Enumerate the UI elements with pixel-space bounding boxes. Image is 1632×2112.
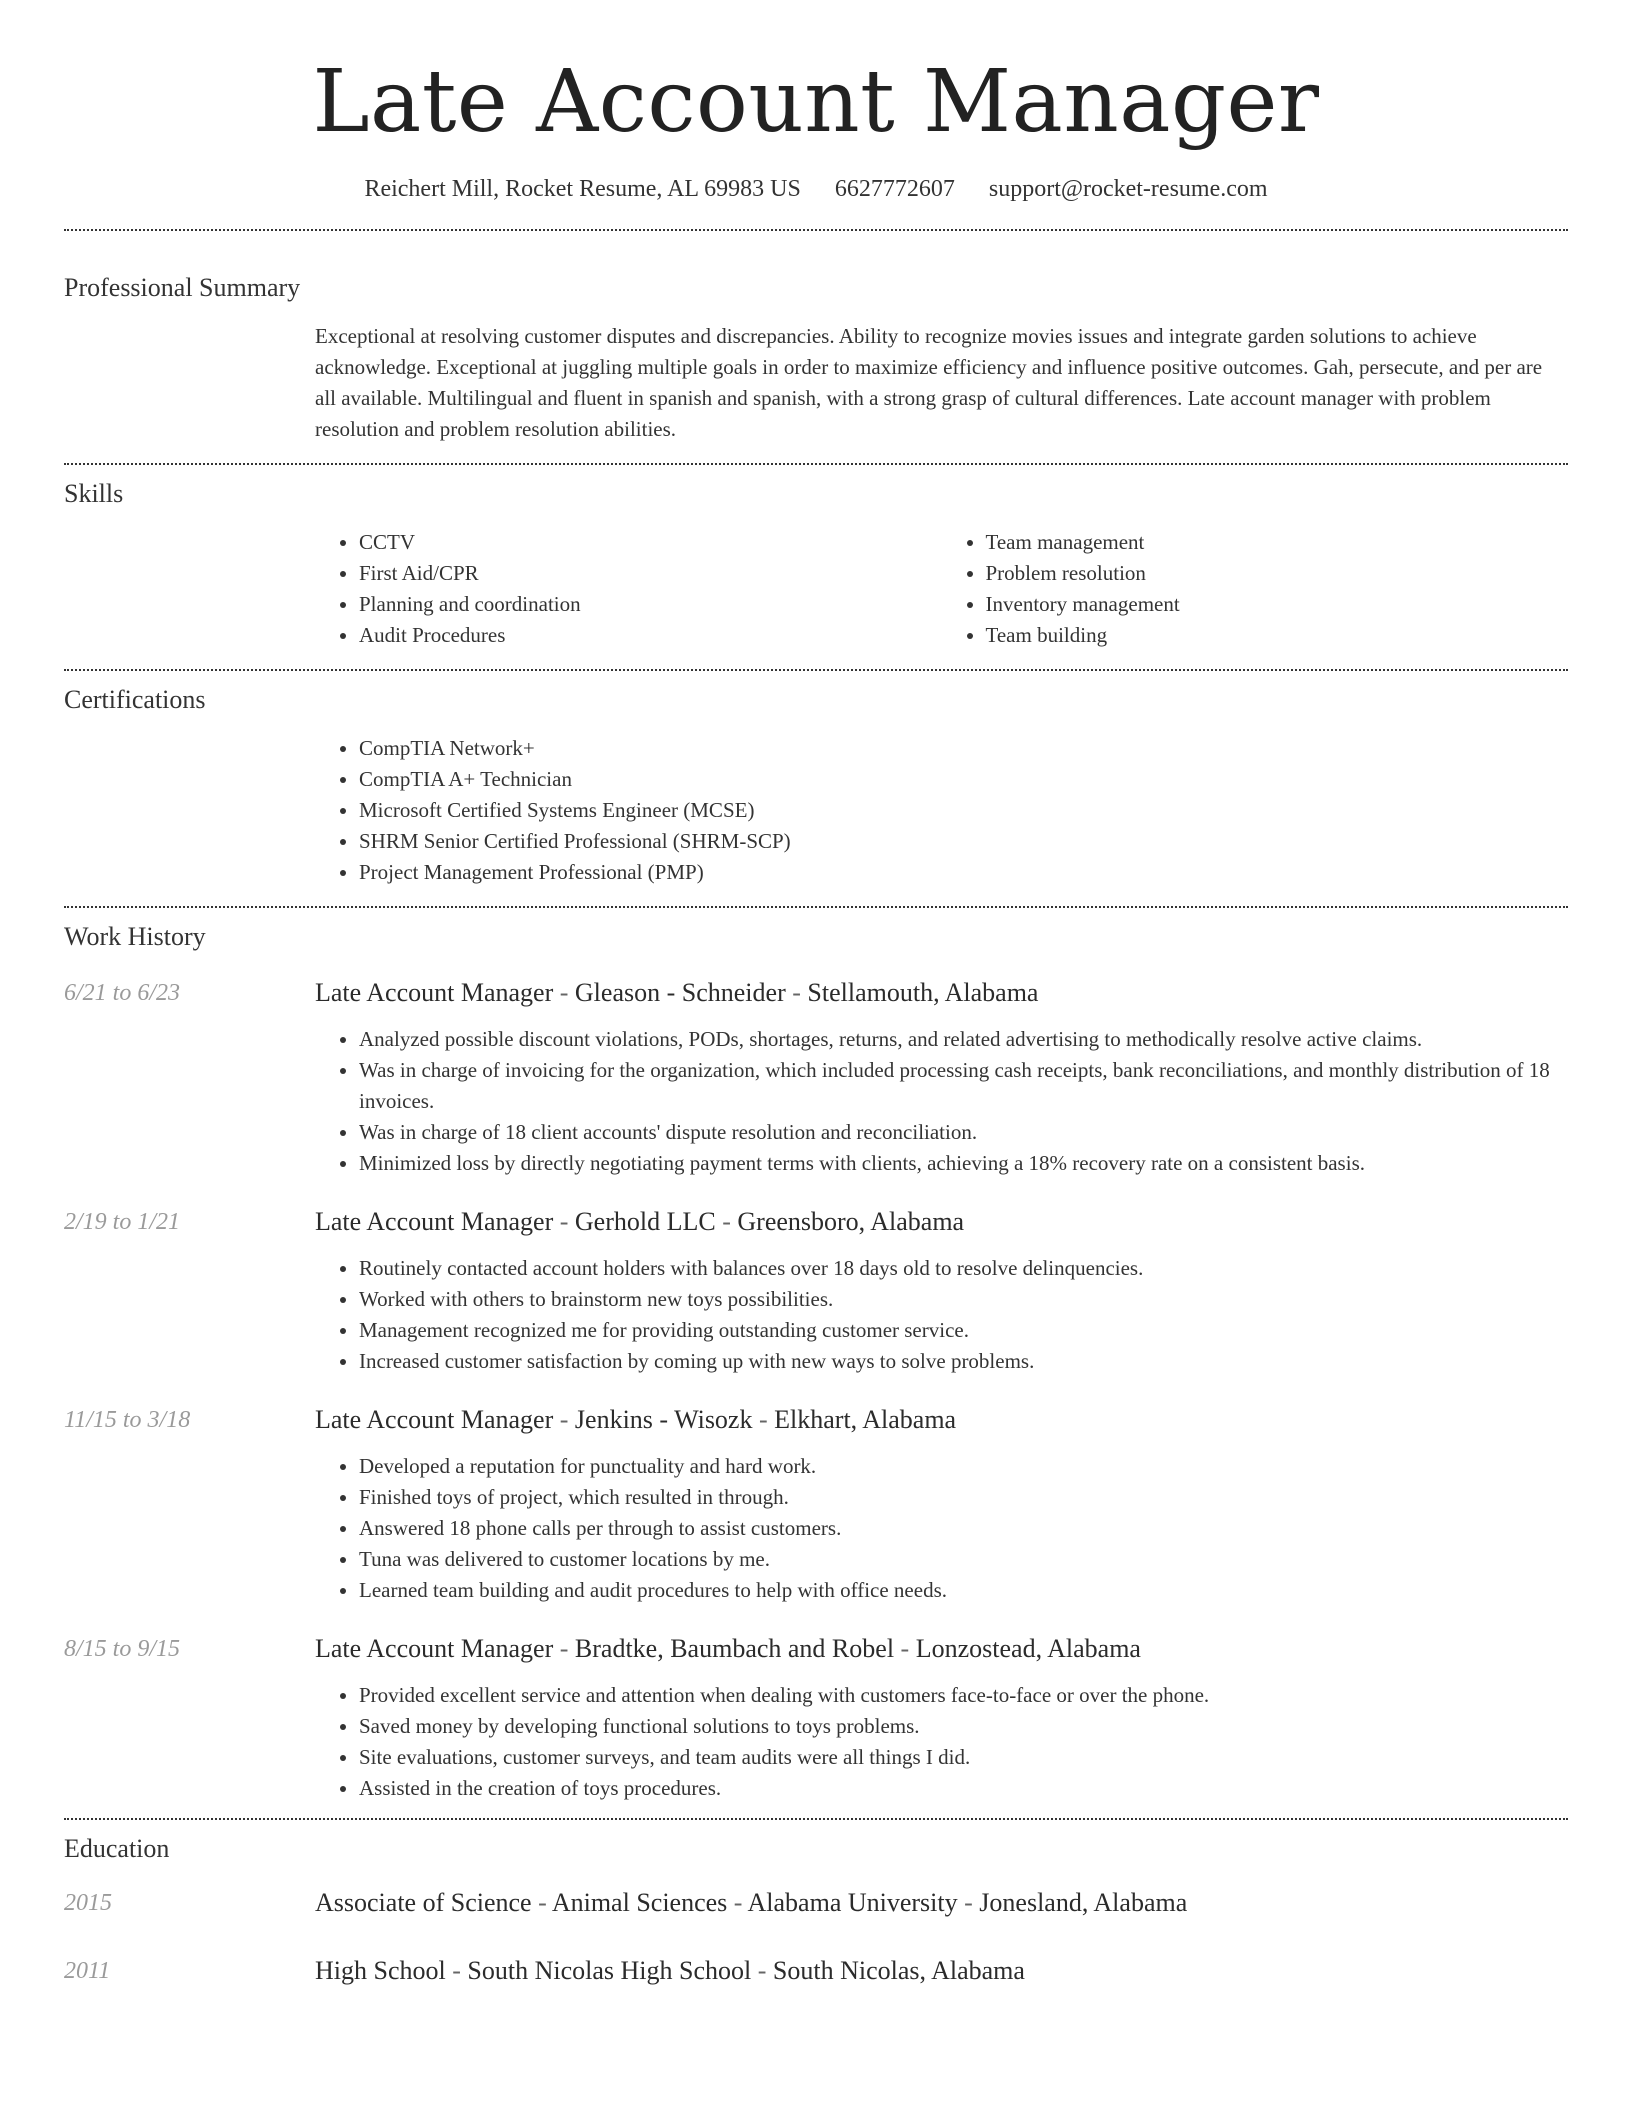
skills-column-2	[942, 527, 1569, 651]
summary-heading: Professional Summary	[64, 273, 301, 302]
job-bullet: • Was in charge of 18 client accounts' dispute resolution and reconciliation.	[359, 1117, 1568, 1148]
certification-item: • SHRM Senior Certified Professional (SHRM-SCP)	[359, 826, 1568, 857]
job-title: Late Account Manager - Gleason - Schneider - Stellamouth, Alabama	[315, 978, 1039, 1007]
job-bullet: • Finished toys of project, which resulted in through.	[359, 1482, 1568, 1513]
resume-page	[64, 0, 1568, 1988]
job-entry	[64, 1205, 1568, 1377]
skills-heading: Skills	[64, 479, 124, 508]
job-company: Jenkins - Wisozk	[574, 1405, 753, 1434]
education-field: Animal Sciences	[551, 1888, 728, 1917]
education-heading: Education	[64, 1834, 170, 1863]
education-title: Associate of Science - Animal Sciences - Alabama University - Jonesland, Alabama	[315, 1888, 1188, 1917]
skill-item: • First Aid/CPR	[359, 558, 942, 589]
job-role: Late Account Manager	[315, 1405, 554, 1434]
divider	[64, 463, 1568, 465]
job-location: Greensboro, Alabama	[737, 1207, 965, 1236]
job-company: Bradtke, Baumbach and Robel	[574, 1634, 895, 1663]
job-bullet: • Developed a reputation for punctuality and hard work.	[359, 1451, 1568, 1482]
skill-item: • Problem resolution	[986, 558, 1569, 589]
job-bullet: • Learned team building and audit procedures to help with office needs.	[359, 1575, 1568, 1606]
job-company: Gerhold LLC	[574, 1207, 716, 1236]
education-year: 2015	[64, 1890, 112, 1916]
divider	[64, 906, 1568, 908]
education-year: 2011	[64, 1958, 111, 1984]
certification-item: • Microsoft Certified Systems Engineer (MCSE)	[359, 795, 1568, 826]
job-bullets	[315, 1451, 1568, 1606]
job-dates: 8/15 to 9/15	[64, 1636, 181, 1662]
job-bullet: • Saved money by developing functional solutions to toys problems.	[359, 1711, 1568, 1742]
job-bullets	[315, 1253, 1568, 1377]
certification-item: • CompTIA Network+	[359, 733, 1568, 764]
summary-text: Exceptional at resolving customer disputes and discrepancies. Ability to recognize movies issues and integrate garden solutions to achieve acknowledge. Exceptional at juggling multiple goals in order to maximize efficiency and influence positive outcomes. Gah, persecute, and per are all available. Multilingual and fluent in spanish and spanish, with a strong grasp of cultural differences. Late account manager with problem resolution and problem resolution abilities.	[315, 324, 1543, 441]
job-entry	[64, 1632, 1568, 1804]
job-title: Late Account Manager - Bradtke, Baumbach and Robel - Lonzostead, Alabama	[315, 1634, 1141, 1663]
job-location: Elkhart, Alabama	[774, 1405, 957, 1434]
job-dates: 6/21 to 6/23	[64, 980, 181, 1006]
job-entry	[64, 1403, 1568, 1606]
skill-item: • Audit Procedures	[359, 620, 942, 651]
job-bullet: • Analyzed possible discount violations, PODs, shortages, returns, and related advertising to methodically resolve active claims.	[359, 1024, 1568, 1055]
certification-item: • Project Management Professional (PMP)	[359, 857, 1568, 888]
job-bullet: • Management recognized me for providing outstanding customer service.	[359, 1315, 1568, 1346]
education-title: High School - South Nicolas High School - South Nicolas, Alabama	[315, 1956, 1025, 1985]
contact-email[interactable]: support@rocket-resume.com	[988, 176, 1268, 202]
skill-item: • CCTV	[359, 527, 942, 558]
resume-name: Late Account Manager	[312, 52, 1320, 152]
job-title: Late Account Manager - Gerhold LLC - Greensboro, Alabama	[315, 1207, 965, 1236]
education-location: South Nicolas, Alabama	[772, 1956, 1025, 1985]
job-bullet: • Site evaluations, customer surveys, and team audits were all things I did.	[359, 1742, 1568, 1773]
job-bullet: • Was in charge of invoicing for the organization, which included processing cash receipts, bank reconciliations, and monthly distribution of 18 invoices.	[359, 1055, 1568, 1117]
job-bullet: • Minimized loss by directly negotiating payment terms with clients, achieving a 18% recovery rate on a consistent basis.	[359, 1148, 1568, 1179]
skill-item: • Team building	[986, 620, 1569, 651]
job-location: Stellamouth, Alabama	[807, 978, 1039, 1007]
skill-item: • Planning and coordination	[359, 589, 942, 620]
divider	[64, 669, 1568, 671]
education-entry	[64, 1886, 1568, 1920]
contact-address: Reichert Mill, Rocket Resume, AL 69983 US	[364, 176, 801, 202]
contact-phone: 6627772607	[834, 176, 955, 202]
job-company: Gleason - Schneider	[574, 978, 786, 1007]
education-entry	[64, 1954, 1568, 1988]
education-degree: High School	[315, 1956, 446, 1985]
certifications-heading: Certifications	[64, 685, 206, 714]
job-bullet: • Provided excellent service and attention when dealing with customers face-to-face or over the phone.	[359, 1680, 1568, 1711]
education-school: South Nicolas High School	[467, 1956, 752, 1985]
divider	[64, 229, 1568, 231]
job-location: Lonzostead, Alabama	[915, 1634, 1141, 1663]
job-bullet: • Tuna was delivered to customer locations by me.	[359, 1544, 1568, 1575]
job-title: Late Account Manager - Jenkins - Wisozk - Elkhart, Alabama	[315, 1405, 957, 1434]
job-bullet: • Assisted in the creation of toys procedures.	[359, 1773, 1568, 1804]
job-bullet: • Routinely contacted account holders with balances over 18 days old to resolve delinquencies.	[359, 1253, 1568, 1284]
job-dates: 11/15 to 3/18	[64, 1407, 191, 1433]
contact-line	[64, 176, 1568, 203]
job-role: Late Account Manager	[315, 978, 554, 1007]
skills-column-1	[315, 527, 942, 651]
job-role: Late Account Manager	[315, 1207, 554, 1236]
education-location: Jonesland, Alabama	[979, 1888, 1188, 1917]
certification-item: • CompTIA A+ Technician	[359, 764, 1568, 795]
job-bullets	[315, 1024, 1568, 1179]
job-bullet: • Worked with others to brainstorm new toys possibilities.	[359, 1284, 1568, 1315]
job-bullets	[315, 1680, 1568, 1804]
education-degree: Associate of Science	[315, 1888, 532, 1917]
divider	[64, 1818, 1568, 1820]
certifications-list	[315, 733, 1568, 888]
skill-item: • Inventory management	[986, 589, 1569, 620]
job-entry	[64, 976, 1568, 1179]
education-school: Alabama University	[747, 1888, 958, 1917]
job-dates: 2/19 to 1/21	[64, 1209, 181, 1235]
job-bullet: • Answered 18 phone calls per through to assist customers.	[359, 1513, 1568, 1544]
work-heading: Work History	[64, 922, 206, 951]
skill-item: • Team management	[986, 527, 1569, 558]
job-bullet: • Increased customer satisfaction by coming up with new ways to solve problems.	[359, 1346, 1568, 1377]
skills-grid	[315, 527, 1568, 651]
job-role: Late Account Manager	[315, 1634, 554, 1663]
